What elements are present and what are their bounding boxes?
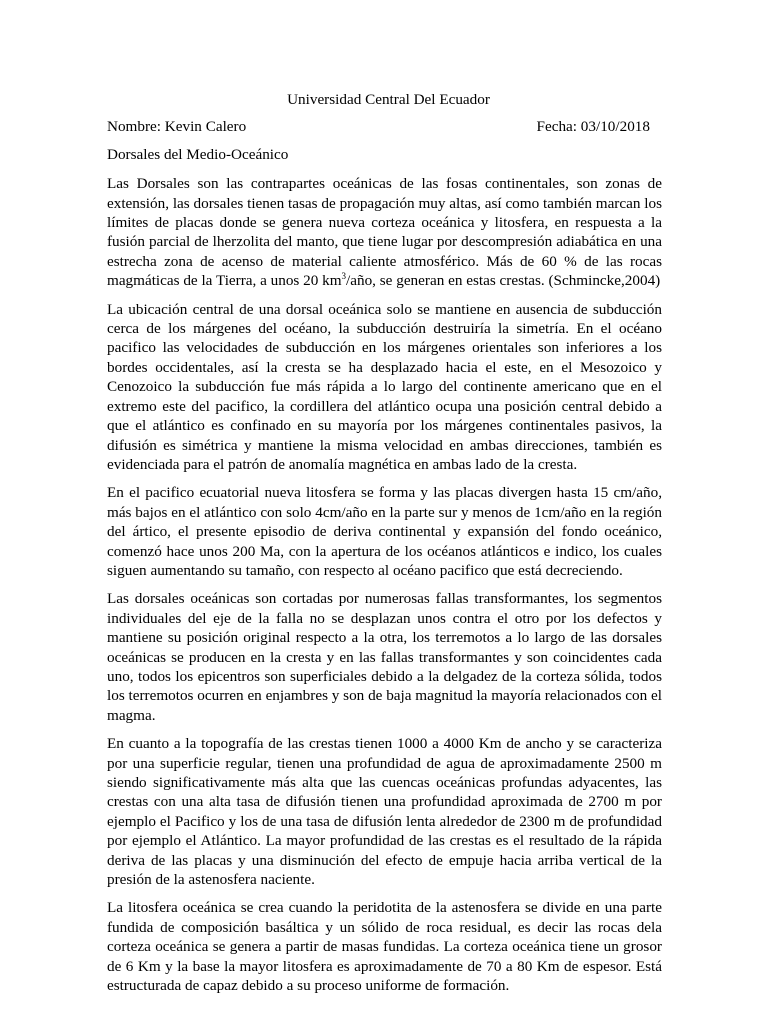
- superscript: 3: [341, 271, 347, 282]
- paragraph: [107, 174, 662, 290]
- paragraph: La litosfera oceánica se crea cuando la peridotita de la astenosfera se divide en una parte fundida de composición basáltica y un sólido de roca residual, es decir las rocas dela corteza oceánica se genera a partir de masas fundidas. La corteza oceánica tiene un grosor de 6 Km y la base la mayor litosfera es aproximadamente de 70 a 80 Km de espesor. Está estructurada de capaz debido a su proceso uniforme de formación.: [107, 899, 662, 995]
- document-body: [107, 90, 662, 1004]
- document-date: Fecha: 03/10/2018: [536, 118, 650, 136]
- paragraph: Las dorsales oceánicas son cortadas por numerosas fallas transformantes, los segmentos individuales del eje de la falla no se desplazan unos contra el otro por los defectos y mantiene su posición original respecto a la otra, los terremotos a lo largo de las dorsales oceánicas se producen en la cresta y en las fallas transformantes y son coincidentes cada uno, todos los epicentros son superficiales debido a la delgadez de la corteza sólida, todos los terremotos ocurren en enjambres y son de baja magnitud la mayoría relacionados con el magma.: [107, 590, 662, 724]
- paragraph: En cuanto a la topografía de las crestas tienen 1000 a 4000 Km de ancho y se caracteriza por una superficie regular, tienen una profundidad de agua de aproximadamente 2500 m siendo significativamente más alta que las cuencas oceánicas profundas adyacentes, las crestas con una alta tasa de difusión tienen una profundidad aproximada de 2700 m por ejemplo el Pacifico y los de una tasa de difusión lenta alrededor de 2300 m de profundidad por ejemplo el Atlántico. La mayor profundidad de las crestas es el resultado de la rápida deriva de las placas y una disminución del efecto de empuje hacia arriba vertical de la presión de la astenosfera naciente.: [107, 735, 662, 889]
- paragraph: La ubicación central de una dorsal oceánica solo se mantiene en ausencia de subducción cerca de los márgenes del océano, la subducción destruiría la simetría. En el océano pacifico las velocidades de subducción en los márgenes orientales son inferiores a los bordes occidentales, así la cresta se ha desplazado hacia el este, en el Mesozoico y Cenozoico la subducción fue más rápida a lo largo del continente americano que en el extremo este del pacifico, la cordillera del atlántico ocupa una posición central debido a que el atlántico es confinado en su mayoría por los márgenes continentales pasivos, la difusión es simétrica y mantiene la misma velocidad en ambas direcciones, también es evidenciada para el patrón de anomalía magnética en ambas lado de la cresta.: [107, 300, 662, 473]
- paragraph-text: Las Dorsales son las contrapartes oceánicas de las fosas continentales, son zonas de extensión, las dorsales tienen tasas de propagación muy altas, así como también marcan los límites de placas donde se genera nueva corteza oceánica y litosfera, en respuesta a la fusión parcial de lherzolita del manto, que tiene lugar por descompresión adiabática en una estrecha zona de acenso de material caliente atmosférico. Más de 60 % de las rocas magmáticas de la Tierra, a unos 20 km: [107, 175, 662, 290]
- author-date-row: [107, 117, 662, 136]
- author-name: Nombre: Kevin Calero: [107, 118, 247, 136]
- paragraph: En el pacifico ecuatorial nueva litosfera se forma y las placas divergen hasta 15 cm/año, más bajos en el atlántico con solo 4cm/año en la parte sur y menos de 1cm/año en la región del ártico, el presente episodio de deriva continental y expansión del fondo oceánico, comenzó hace unos 200 Ma, con la apertura de los océanos atlánticos e indico, los cuales siguen aumentando su tamaño, con respecto al océano pacifico que está decreciendo.: [107, 484, 662, 579]
- paragraph-text: /año, se generan en estas crestas. (Schmincke,2004): [346, 272, 661, 290]
- section-heading: Dorsales del Medio-Oceánico: [107, 145, 289, 163]
- document-title: Universidad Central Del Ecuador: [287, 91, 490, 108]
